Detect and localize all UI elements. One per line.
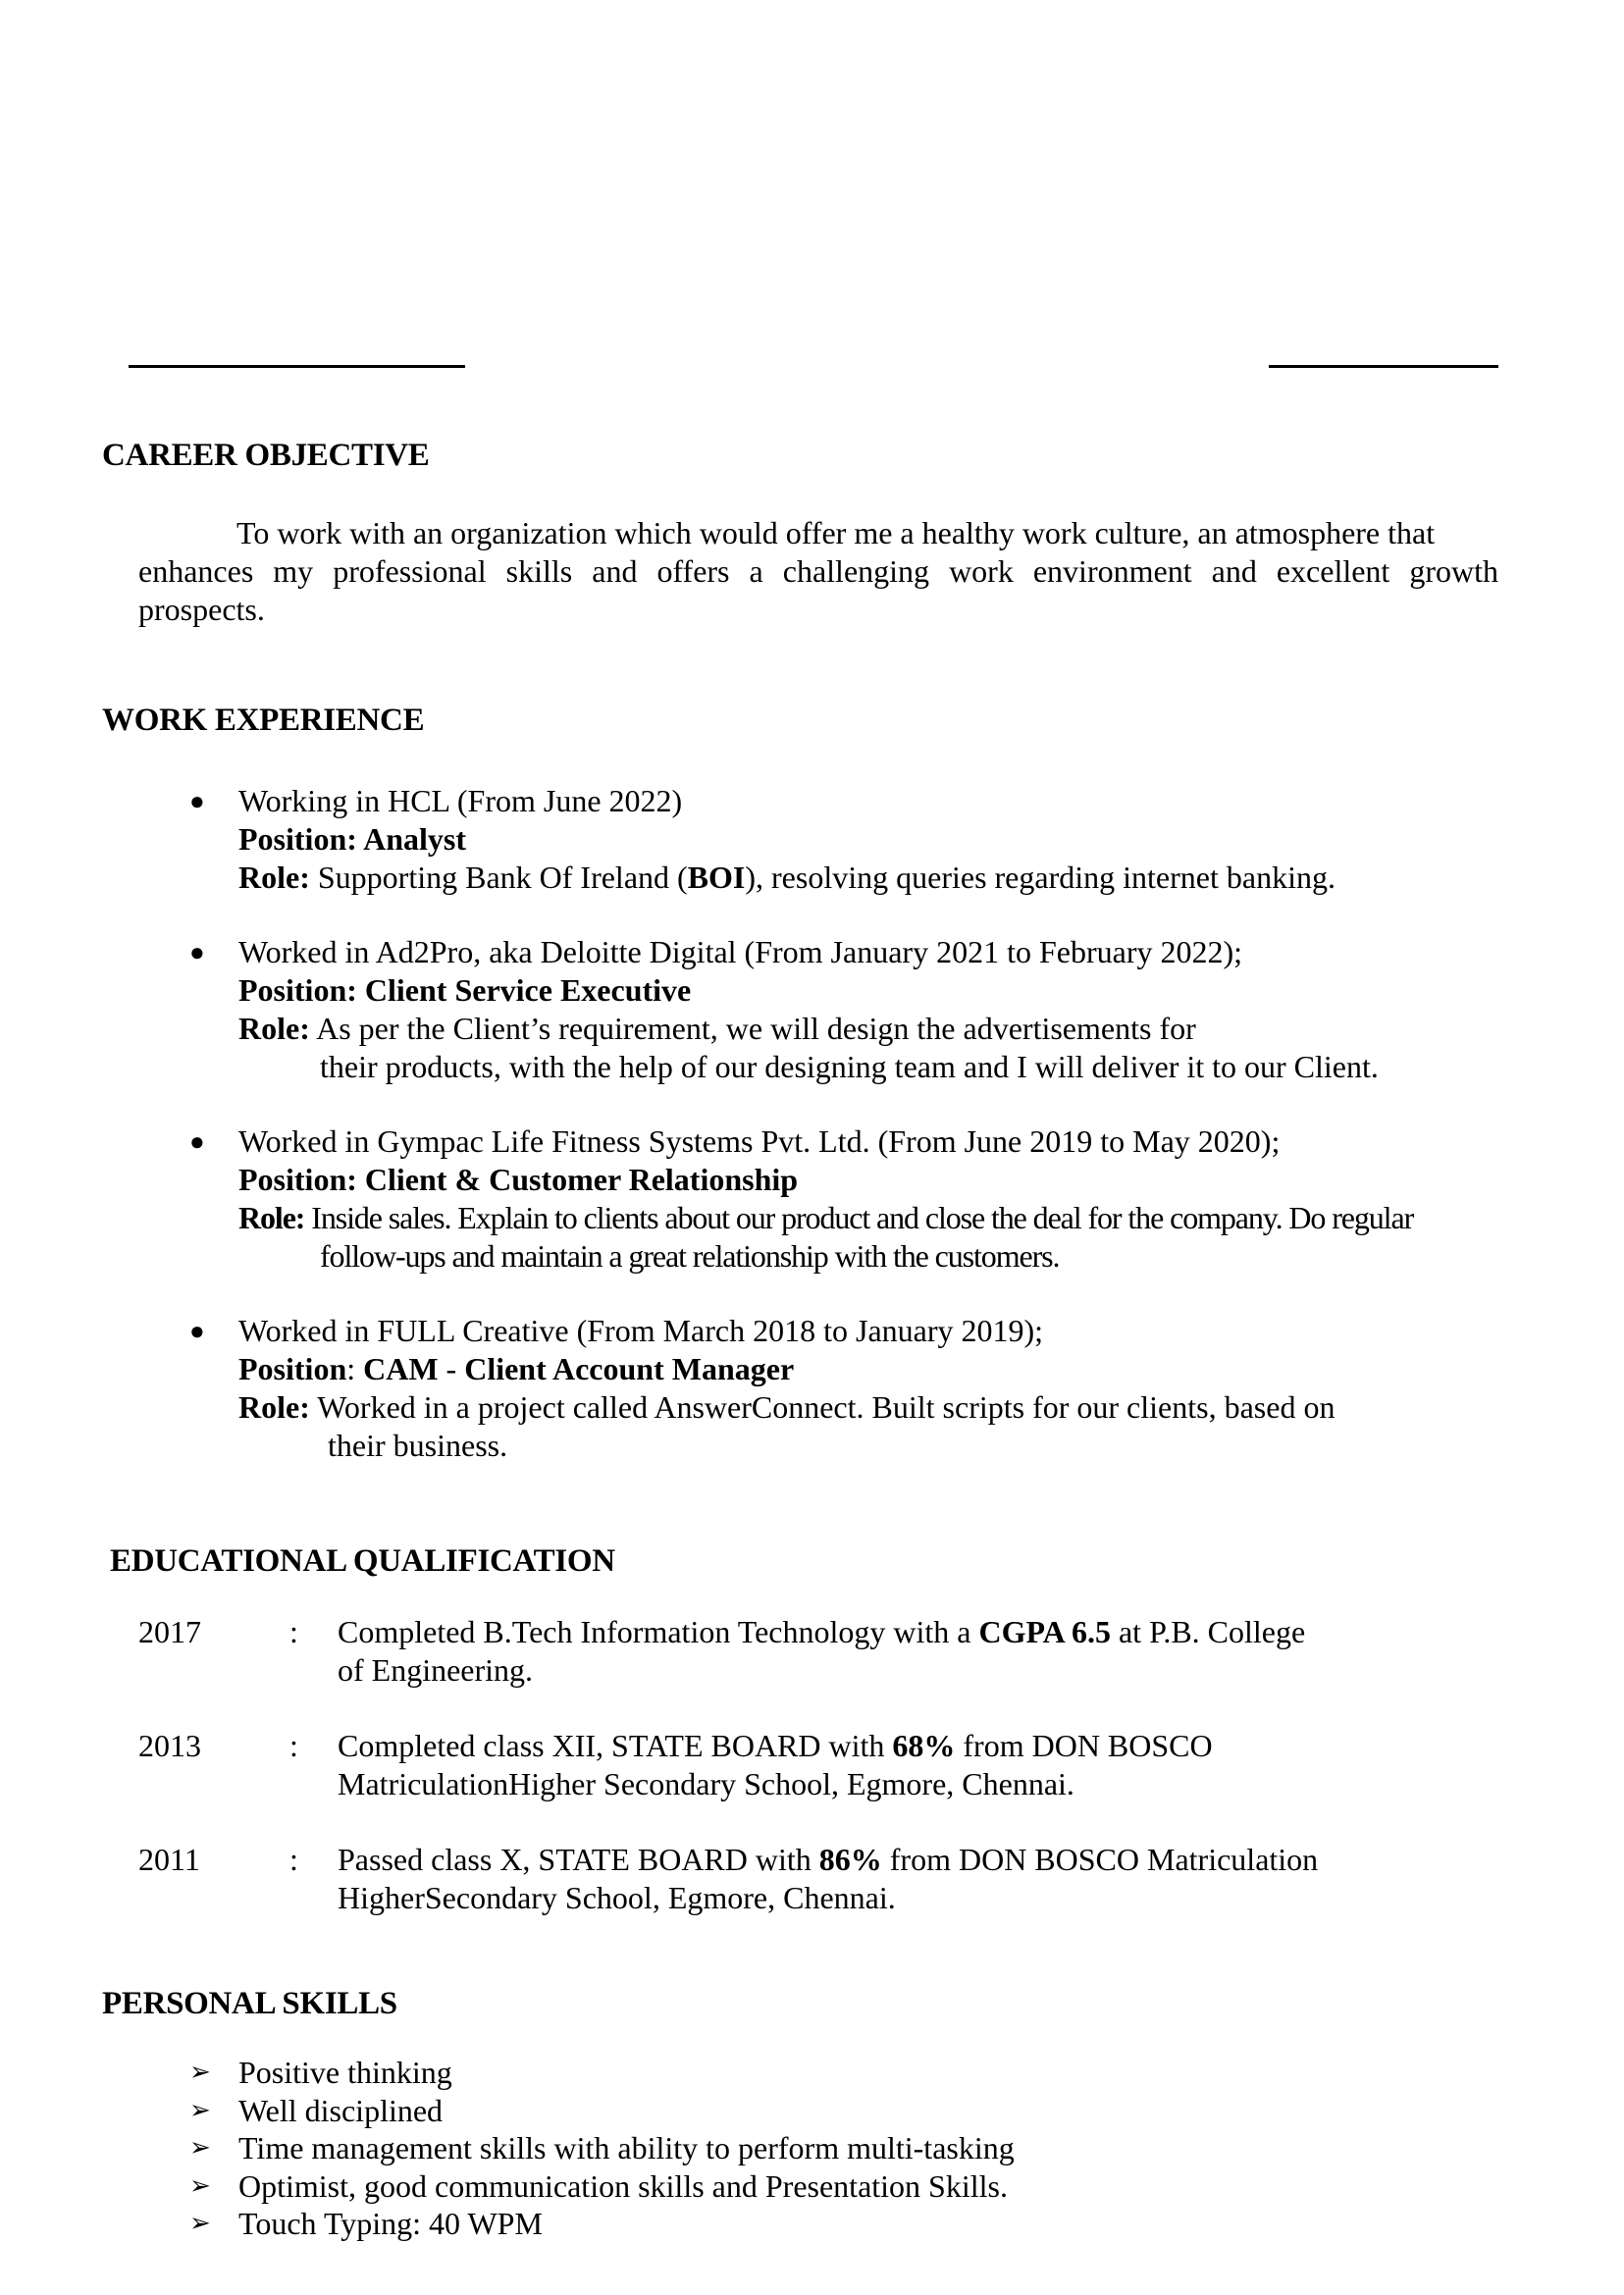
job-role: Role: Supporting Bank Of Ireland (BOI), resolving queries regarding internet banking. — [238, 860, 1336, 895]
job-role: Role: Inside sales. Explain to clients about our product and close the deal for the company. Do regular — [238, 1200, 1414, 1235]
job-role-continued: follow-ups and maintain a great relationship with the customers. — [320, 1238, 1060, 1274]
job-company: Worked in Ad2Pro, aka Deloitte Digital (From January 2021 to February 2022); — [238, 934, 1243, 969]
job-company: Worked in FULL Creative (From March 2018 to January 2019); — [238, 1313, 1044, 1348]
job-role-continued: their business. — [328, 1428, 508, 1463]
education-colon: : — [289, 1614, 298, 1649]
career-objective-line-2: enhances my professional skills and offers a challenging work environment and excellent growth — [138, 553, 1498, 589]
bullet-icon: ● — [189, 1317, 205, 1345]
job-role: Role: Worked in a project called AnswerConnect. Built scripts for our clients, based on — [238, 1389, 1336, 1425]
arrow-bullet-icon: ➢ — [189, 2170, 211, 2201]
education-year: 2013 — [138, 1728, 201, 1763]
job-position: Position: Client & Customer Relationship — [238, 1162, 799, 1197]
personal-skills-heading: PERSONAL SKILLS — [102, 1986, 397, 2021]
education-detail-continued: of Engineering. — [338, 1652, 534, 1688]
career-objective-line-1: To work with an organization which would offer me a healthy work culture, an atmosphere that — [236, 515, 1436, 550]
education-detail: Completed class XII, STATE BOARD with 68% from DON BOSCO — [338, 1728, 1213, 1763]
bullet-icon: ● — [189, 1127, 205, 1156]
education-year: 2011 — [138, 1842, 200, 1877]
job-position: Position: Client Service Executive — [238, 972, 692, 1008]
career-objective-heading: CAREER OBJECTIVE — [102, 438, 430, 473]
education-heading: EDUCATIONAL QUALIFICATION — [110, 1543, 615, 1579]
job-role-continued: their products, with the help of our designing team and I will deliver it to our Client. — [320, 1049, 1379, 1084]
work-experience-heading: WORK EXPERIENCE — [102, 703, 425, 738]
job-role: Role: As per the Client’s requirement, we will design the advertisements for — [238, 1011, 1196, 1046]
arrow-bullet-icon: ➢ — [189, 2209, 211, 2238]
arrow-bullet-icon: ➢ — [189, 2095, 211, 2125]
education-detail-continued: HigherSecondary School, Egmore, Chennai. — [338, 1880, 896, 1915]
job-company: Worked in Gympac Life Fitness Systems Pvt. Ltd. (From June 2019 to May 2020); — [238, 1123, 1281, 1159]
education-detail: Completed B.Tech Information Technology with a CGPA 6.5 at P.B. College — [338, 1614, 1306, 1649]
bullet-icon: ● — [189, 938, 205, 966]
header-rule-left — [129, 365, 465, 368]
job-position: Position: Analyst — [238, 821, 467, 857]
job-position: Position: CAM - Client Account Manager — [238, 1351, 795, 1386]
education-colon: : — [289, 1728, 298, 1763]
education-detail-continued: MatriculationHigher Secondary School, Egmore, Chennai. — [338, 1766, 1074, 1801]
arrow-bullet-icon: ➢ — [189, 2133, 211, 2163]
job-company: Working in HCL (From June 2022) — [238, 783, 683, 818]
arrow-bullet-icon: ➢ — [189, 2058, 211, 2087]
header-rule-right — [1269, 365, 1498, 368]
bullet-icon: ● — [189, 787, 205, 815]
education-year: 2017 — [138, 1614, 201, 1649]
education-detail: Passed class X, STATE BOARD with 86% from DON BOSCO Matriculation — [338, 1842, 1319, 1877]
career-objective-line-3: prospects. — [138, 592, 265, 627]
education-colon: : — [289, 1842, 298, 1877]
